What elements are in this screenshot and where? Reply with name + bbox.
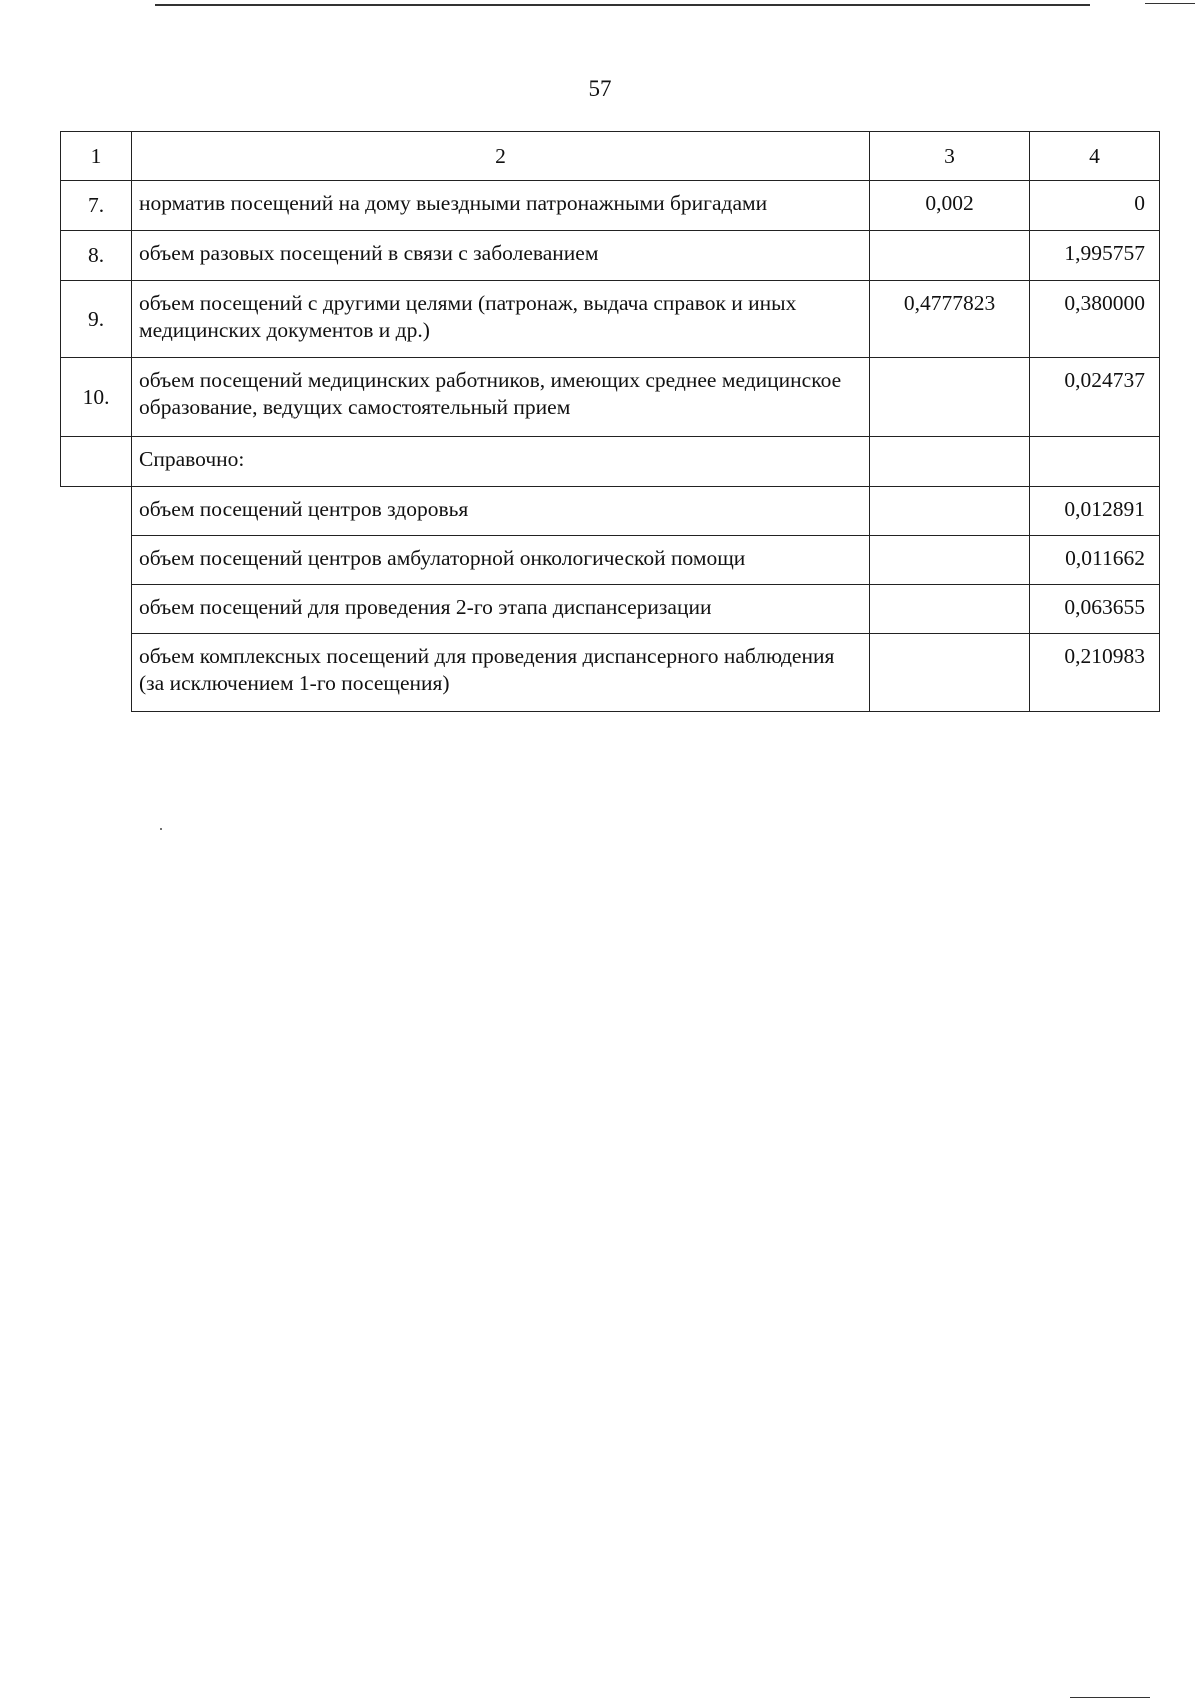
row-number	[61, 437, 132, 487]
table-row	[61, 585, 1160, 634]
table-header-row	[61, 132, 1160, 181]
row-value-col3	[870, 437, 1030, 487]
section-label: Справочно:	[132, 437, 870, 487]
header-cell: 2	[132, 132, 870, 181]
empty-number-cell	[61, 487, 132, 536]
row-number: 9.	[61, 281, 132, 358]
row-value-col4: 0,012891	[1030, 487, 1160, 536]
row-description: объем посещений с другими целями (патронаж, выдача справок и иных медицинских документов и др.)	[132, 281, 870, 358]
scan-edge-top	[155, 4, 1090, 6]
row-description: норматив посещений на дому выездными патронажными бригадами	[132, 181, 870, 231]
row-value-col3	[870, 487, 1030, 536]
empty-number-cell	[61, 634, 132, 712]
row-description: объем посещений медицинских работников, имеющих среднее медицинское образование, ведущих самостоятельный прием	[132, 358, 870, 437]
row-description: объем посещений для проведения 2-го этапа диспансеризации	[132, 585, 870, 634]
scan-edge-top-right	[1145, 3, 1195, 4]
row-value-col3: 0,002	[870, 181, 1030, 231]
row-value-col4: 1,995757	[1030, 231, 1160, 281]
table-row	[61, 437, 1160, 487]
row-number: 10.	[61, 358, 132, 437]
row-value-col4: 0,024737	[1030, 358, 1160, 437]
header-cell: 1	[61, 132, 132, 181]
empty-number-cell	[61, 585, 132, 634]
row-value-col3	[870, 231, 1030, 281]
row-description: объем посещений центров амбулаторной онкологической помощи	[132, 536, 870, 585]
table-row	[61, 487, 1160, 536]
row-value-col3	[870, 536, 1030, 585]
row-value-col4: 0,011662	[1030, 536, 1160, 585]
row-value-col4: 0,063655	[1030, 585, 1160, 634]
table-row	[61, 231, 1160, 281]
row-value-col4: 0,210983	[1030, 634, 1160, 712]
row-value-col4: 0	[1030, 181, 1160, 231]
row-value-col3	[870, 358, 1030, 437]
row-value-col4: 0,380000	[1030, 281, 1160, 358]
table-row	[61, 281, 1160, 358]
scan-speck	[160, 828, 162, 830]
data-table	[60, 131, 1160, 712]
header-cell: 4	[1030, 132, 1160, 181]
row-value-col3	[870, 585, 1030, 634]
header-cell: 3	[870, 132, 1030, 181]
row-description: объем разовых посещений в связи с заболеванием	[132, 231, 870, 281]
table-row	[61, 358, 1160, 437]
scan-edge-bottom	[1070, 1697, 1150, 1698]
empty-number-cell	[61, 536, 132, 585]
table-row	[61, 634, 1160, 712]
row-value-col3	[870, 634, 1030, 712]
row-number: 7.	[61, 181, 132, 231]
row-number: 8.	[61, 231, 132, 281]
row-value-col4	[1030, 437, 1160, 487]
table-row	[61, 536, 1160, 585]
row-value-col3: 0,4777823	[870, 281, 1030, 358]
row-description: объем посещений центров здоровья	[132, 487, 870, 536]
table-row	[61, 181, 1160, 231]
row-description: объем комплексных посещений для проведения диспансерного наблюдения (за исключением 1-го посещения)	[132, 634, 870, 712]
page-number: 57	[588, 76, 612, 101]
